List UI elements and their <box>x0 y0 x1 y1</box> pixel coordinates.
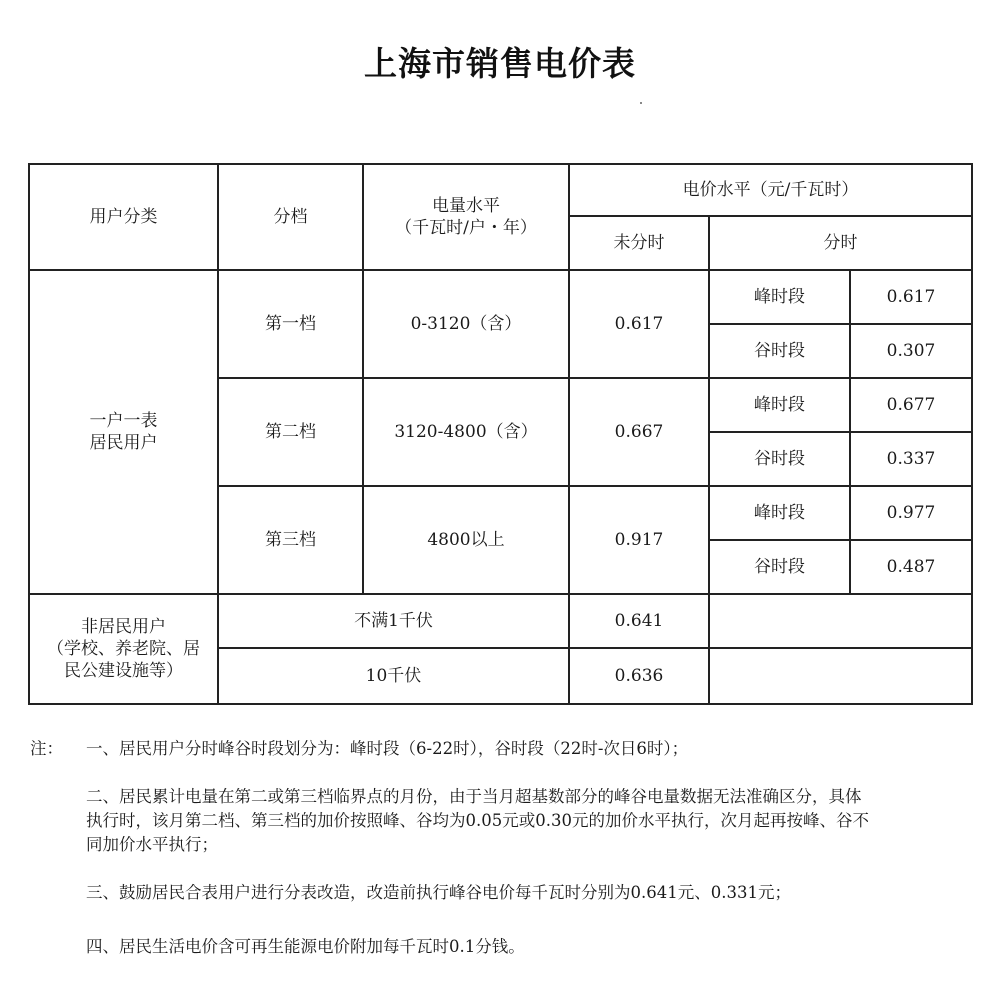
capacity: 10千伏 <box>218 648 569 704</box>
valley-price: 0.487 <box>850 540 972 594</box>
tier-range: 4800以上 <box>363 486 569 594</box>
note-2-line1: 二、居民累计电量在第二或第三档临界点的月份，由于当月超基数部分的峰谷电量数据无法准确区分，具体 <box>86 787 862 806</box>
tier-non-tou-price: 0.617 <box>569 270 709 378</box>
empty-cell <box>709 594 972 648</box>
header-row-1 <box>29 164 972 216</box>
header-consumption-line2: （千瓦时/户・年） <box>395 218 537 238</box>
valley-price: 0.307 <box>850 324 972 378</box>
tier-range: 3120-4800（含） <box>363 378 569 486</box>
note-4-text: 四、居民生活电价含可再生能源电价附加每千瓦时0.1分钱。 <box>86 937 525 956</box>
residential-category <box>29 270 218 594</box>
capacity: 不满1千伏 <box>218 594 569 648</box>
speck <box>640 102 642 104</box>
header-consumption-line1: 电量水平 <box>432 195 500 216</box>
note-1-text: 一、居民用户分时峰谷时段划分为：峰时段（6-22时），谷时段（22时-次日6时）； <box>86 739 689 758</box>
tier-name: 第二档 <box>218 378 363 486</box>
valley-label: 谷时段 <box>709 324 850 378</box>
tier-non-tou-price: 0.917 <box>569 486 709 594</box>
peak-label: 峰时段 <box>709 378 850 432</box>
note-2-line3: 同加价水平执行； <box>86 835 218 854</box>
peak-price: 0.977 <box>850 486 972 540</box>
non-residential-category <box>29 594 218 704</box>
table-row <box>29 270 972 324</box>
table-row <box>29 594 972 648</box>
tier-name: 第一档 <box>218 270 363 378</box>
non-residential-price: 0.641 <box>569 594 709 648</box>
peak-price: 0.617 <box>850 270 972 324</box>
non-residential-category-line2: （学校、养老院、居 <box>47 638 200 659</box>
header-non-tou: 未分时 <box>569 216 709 270</box>
header-tier: 分档 <box>218 164 363 270</box>
non-residential-category-line1: 非居民用户 <box>81 616 166 637</box>
notes-prefix: 注： <box>30 739 63 758</box>
header-price-level: 电价水平（元/千瓦时） <box>569 164 972 216</box>
note-2-line2: 执行时，该月第二档、第三档的加价按照峰、谷均为0.05元或0.30元的加价水平执行，次月起再按峰、谷不 <box>86 811 869 830</box>
residential-category-line1: 一户一表 <box>89 410 158 431</box>
note-3-text: 三、鼓励居民合表用户进行分表改造，改造前执行峰谷电价每千瓦时分别为0.641元、0.331元； <box>86 883 791 902</box>
tier-name: 第三档 <box>218 486 363 594</box>
residential-category-line2: 居民用户 <box>89 433 158 453</box>
valley-label: 谷时段 <box>709 540 850 594</box>
tier-range: 0-3120（含） <box>363 270 569 378</box>
valley-price: 0.337 <box>850 432 972 486</box>
header-consumption <box>363 164 569 270</box>
peak-label: 峰时段 <box>709 486 850 540</box>
header-user-category: 用户分类 <box>29 164 218 270</box>
header-tou: 分时 <box>709 216 972 270</box>
non-residential-price: 0.636 <box>569 648 709 704</box>
peak-price: 0.677 <box>850 378 972 432</box>
non-residential-category-line3: 民公建设施等） <box>64 661 183 682</box>
price-table <box>28 163 973 705</box>
page-title: 上海市销售电价表 <box>364 44 636 83</box>
tier-non-tou-price: 0.667 <box>569 378 709 486</box>
empty-cell <box>709 648 972 704</box>
peak-label: 峰时段 <box>709 270 850 324</box>
valley-label: 谷时段 <box>709 432 850 486</box>
